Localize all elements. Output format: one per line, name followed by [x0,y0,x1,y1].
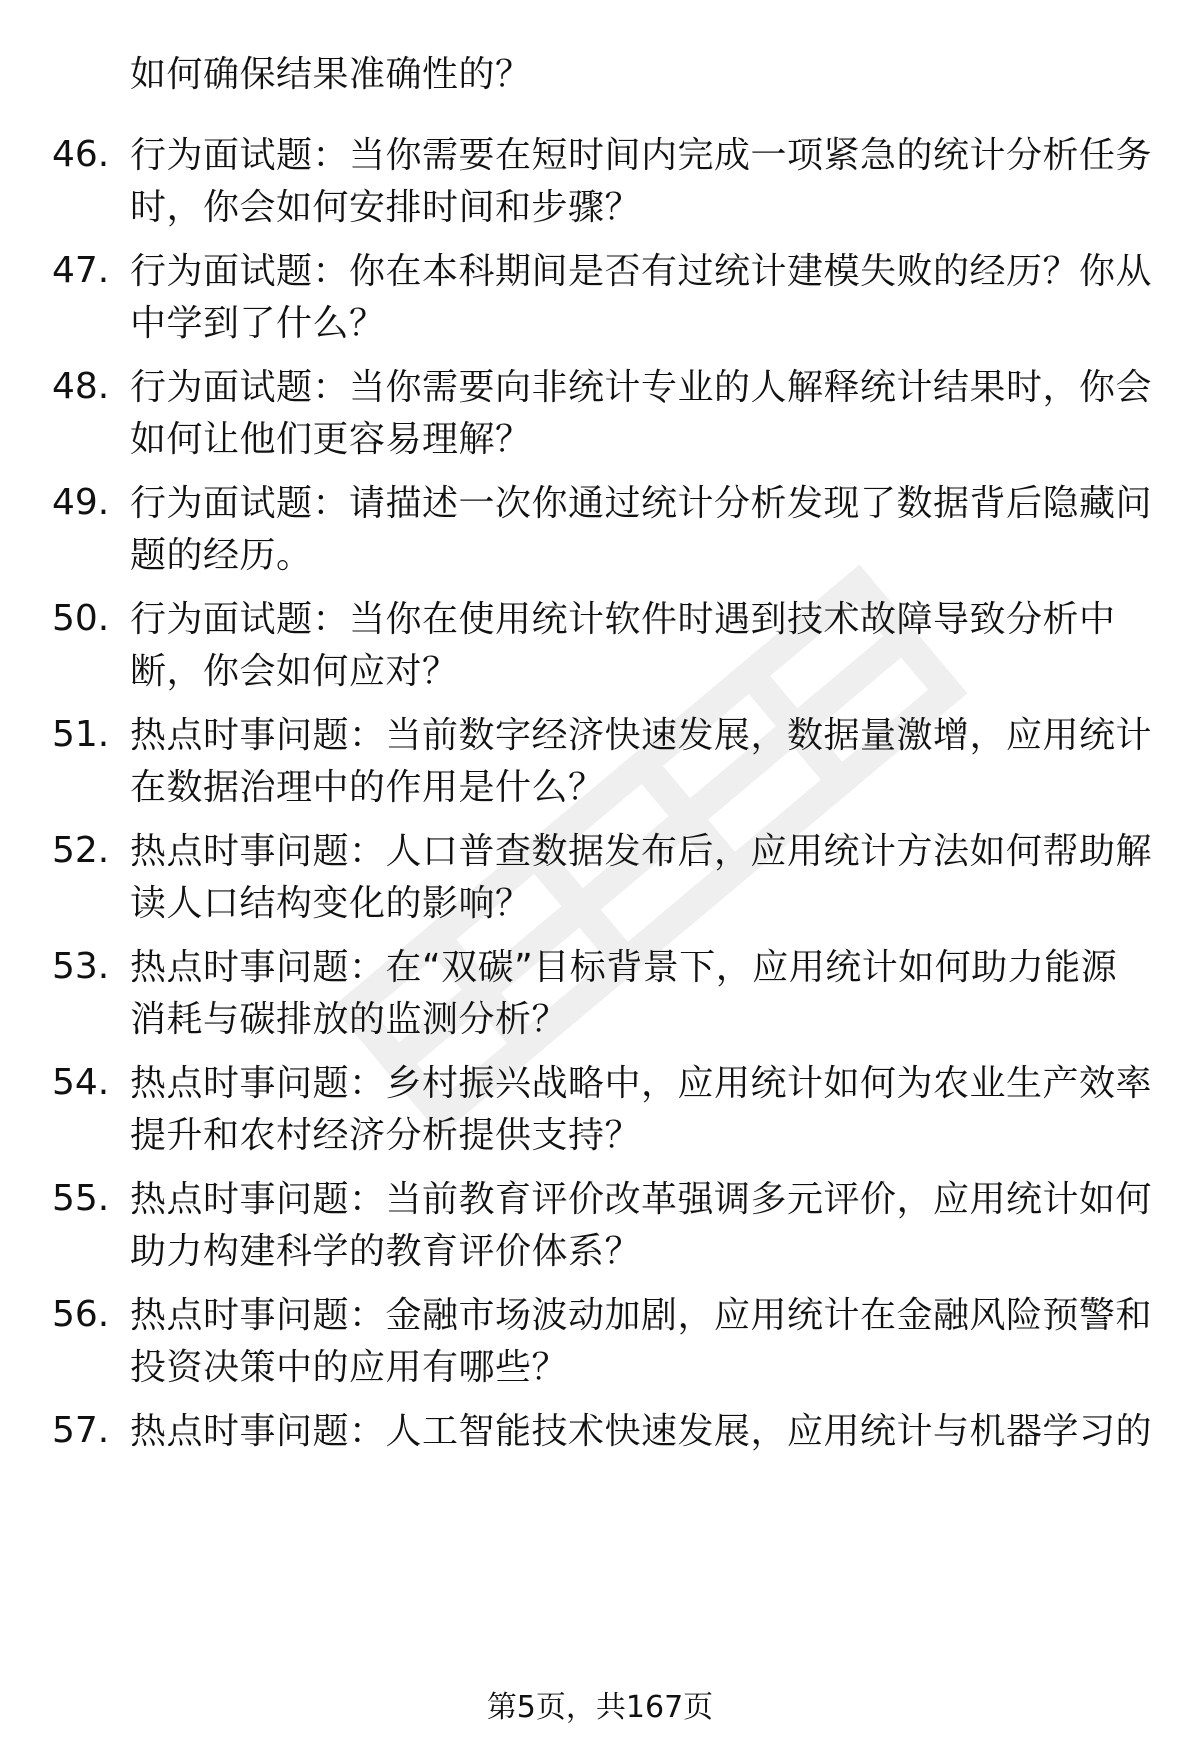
item-number: 46. [52,134,110,175]
item-text-line: 热点时事问题：金融市场波动加剧，应用统计在金融风险预警和 [130,1295,1153,1336]
item-text-line: 断，你会如何应对？ [130,651,459,692]
item-text-line: 时，你会如何安排时间和步骤？ [130,187,642,228]
item-number: 48. [52,366,110,407]
item-text [130,710,1153,814]
item-number: 55. [52,1178,110,1219]
item-text [130,1058,1153,1162]
item-number: 47. [52,250,110,291]
item-text-line: 读人口结构变化的影响？ [130,883,532,924]
item-number: 53. [52,946,110,987]
item-text-line: 如何让他们更容易理解？ [130,419,532,460]
item-number: 51. [52,714,110,755]
item-text [130,478,1153,582]
item-text-line: 行为面试题：当你需要向非统计专业的人解释统计结果时，你会 [130,367,1153,408]
item-text-line: 行为面试题：当你在使用统计软件时遇到技术故障导致分析中 [130,599,1116,640]
item-text [130,246,1153,350]
item-number: 52. [52,830,110,871]
item-number: 54. [52,1062,110,1103]
item-text [130,942,1140,1046]
item-number: 49. [52,482,110,523]
item-text-line: 题的经历。 [130,535,313,576]
item-text [130,826,1153,930]
item-text [130,594,1140,698]
item-text-line: 热点时事问题：人工智能技术快速发展，应用统计与机器学习的 [130,1411,1153,1452]
item-text-line: 助力构建科学的教育评价体系？ [130,1231,642,1272]
item-text-line: 行为面试题：当你需要在短时间内完成一项紧急的统计分析任务 [130,135,1153,176]
item-text-line: 热点时事问题：人口普查数据发布后，应用统计方法如何帮助解 [130,831,1153,872]
page-footer: 第5页，共167页 [486,1690,714,1725]
item-text [130,362,1153,466]
item-text-line: 热点时事问题：当前教育评价改革强调多元评价，应用统计如何 [130,1179,1153,1220]
item-text-line: 行为面试题：请描述一次你通过统计分析发现了数据背后隐藏问 [130,483,1153,524]
item-text [130,1174,1153,1278]
item-number: 56. [52,1294,110,1335]
item-text-line: 热点时事问题：在“双碳”目标背景下，应用统计如何助力能源 [130,947,1118,988]
item-text-line: 热点时事问题：乡村振兴战略中，应用统计如何为农业生产效率 [130,1063,1153,1104]
item-text-line: 消耗与碳排放的监测分析？ [130,999,569,1040]
item-text-line: 中学到了什么？ [130,303,386,344]
item-text [130,1290,1153,1394]
item-number: 50. [52,598,110,639]
item-text-line: 投资决策中的应用有哪些？ [130,1347,569,1388]
item-text-line: 提升和农村经济分析提供支持？ [130,1115,642,1156]
item-text-line: 热点时事问题：当前数字经济快速发展，数据量激增，应用统计 [130,715,1153,756]
item-text [130,130,1153,234]
item-text-line: 在数据治理中的作用是什么？ [130,767,605,808]
item-text [130,1406,1153,1458]
continuation-line: 如何确保结果准确性的？ [130,54,532,95]
item-number: 57. [52,1410,110,1451]
item-text-line: 行为面试题：你在本科期间是否有过统计建模失败的经历？你从 [130,251,1153,292]
